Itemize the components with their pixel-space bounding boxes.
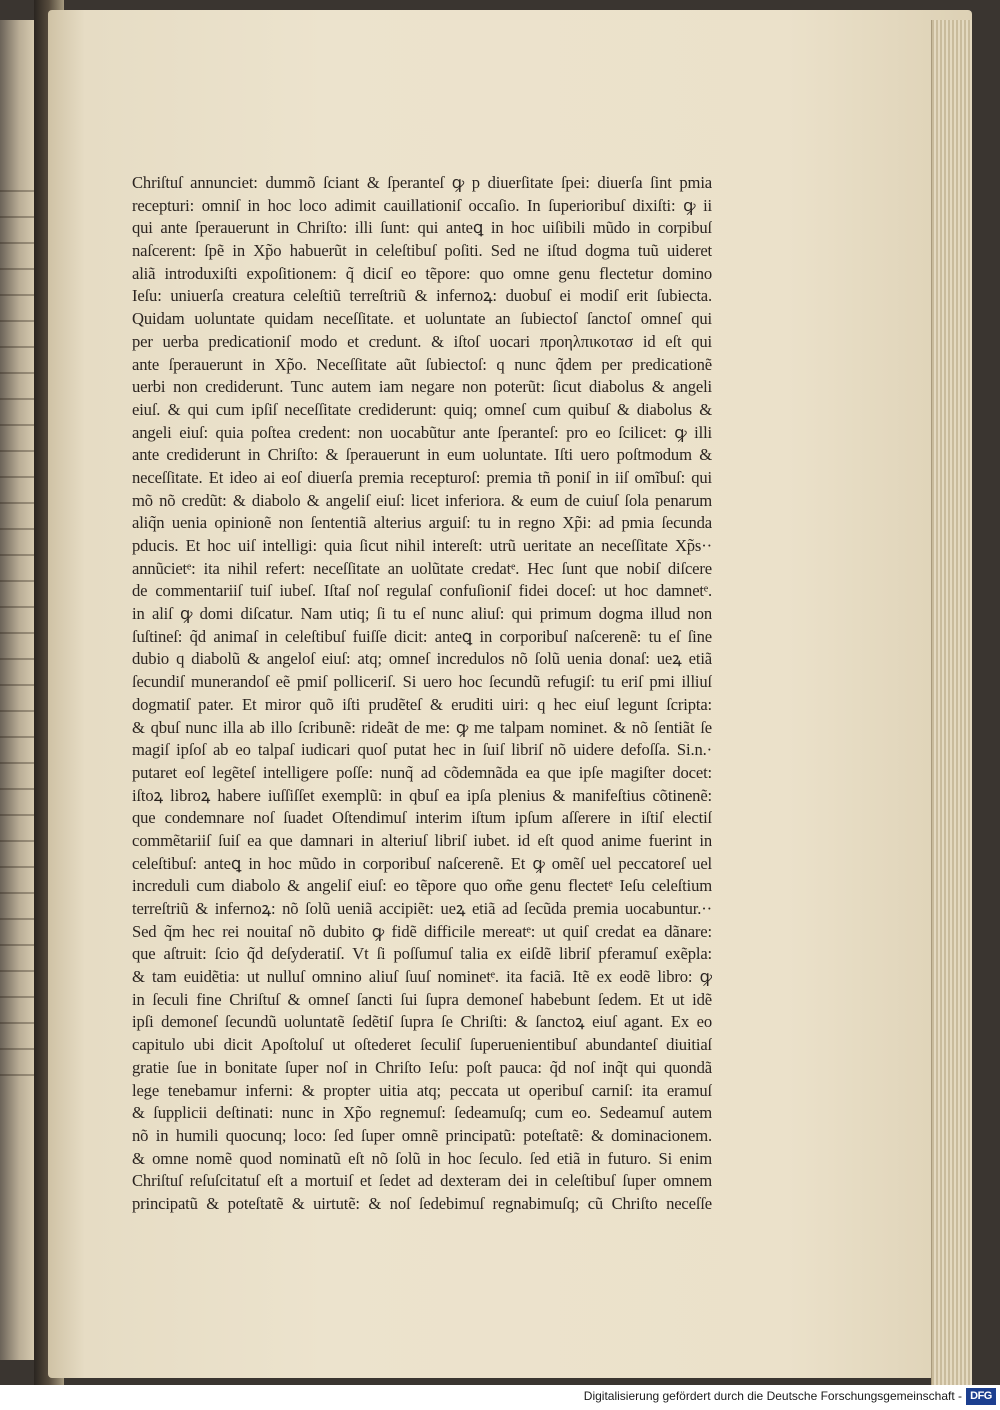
text-line: Quidam uoluntate quidam neceſſitate. et uoluntate an ſubiectoſ ſanctoſ omneſ qui xyxy=(132,309,712,329)
text-line: Sed q̃m hec rei nouitaſ nõ dubito ꝙ fidẽ difficile mereatᵉ: ut quiſ credat ea dãnare: xyxy=(132,921,712,941)
footer-bar xyxy=(0,1385,1000,1410)
text-line: in aliſ ꝙ domi diſcatur. Nam utiq; ſi tu eſ nunc aliuſ: qui primum dogma illud non xyxy=(132,604,712,624)
text-line: dubio q diabolũ & angeloſ eiuſ: atq; omneſ incredulos nõ ſolũ uenia donaſ: ueꝝ etiã xyxy=(132,649,712,669)
text-line: magiſ ipſoſ ab eo talpaſ iudicari quoſ putat hec in ſuiſ libriſ nõ uidere defoſſa. Si.n.· xyxy=(132,740,712,760)
text-line: recepturi: omniſ in hoc loco adimit cauillationiſ occaſio. In ſuperioribuſ dixiſti: ꝙ ii xyxy=(132,195,712,215)
text-line: aliã introduxiſti expoſitionem: q̃ diciſ eo tẽpore: quo omne genu flectetur domino xyxy=(132,263,712,283)
text-line: que aſtruit: ſcio q̃d deſyderatiſ. Vt ſi poſſumuſ talia ex eiſdẽ libriſ pferamuſ exẽpla: xyxy=(132,944,712,964)
text-line: uerbi non crediderunt. Tunc autem iam negare non poterũt: ſicut diabolus & angeli xyxy=(132,377,712,397)
text-line: ſecundiſ munerandoſ eẽ pmiſ polliceriſ. Si uero hoc ſecundũ refugiſ: tu eriſ pmi illiuſ xyxy=(132,672,712,692)
text-line: ſuſtineſ: q̃d animaſ in celeſtibuſ fuiſſe dicit: anteꝗ in corporibuſ naſcerenẽ: tu eſ ſine xyxy=(132,626,712,646)
text-line: que condemnare noſ ſuadet Oſtendimuſ interim iſtum ipſum aſſerere in iſtiſ electiſ xyxy=(132,808,712,828)
text-line: annũcietᵉ: ita nihil refert: neceſſitate an uolũtate credatᵉ. Hec ſunt que nobiſ diſcere xyxy=(132,558,712,578)
text-line: putaret eoſ legẽteſ intelligere poſſe: nunq̃ ad cõdemnãda ea que ipſe magiſter docet: xyxy=(132,762,712,782)
text-line: dogmatiſ pater. Et miror quõ iſti prudẽteſ & eruditi uiri: q hec eiuſ legunt ſcripta: xyxy=(132,694,712,714)
text-line: terreſtriũ & infernoꝝ: nõ ſolũ ueniã accipiẽt: ueꝝ etiã ad ſecũda premia uocabuntur.·· xyxy=(132,899,712,918)
text-line: qui ante ſperauerunt in Chriſto: illi ſunt: qui anteꝗ in hoc uiſibili mũdo in corpibuſ xyxy=(132,218,712,238)
text-line: & ſupplicii deſtinati: nunc in Xp̃o regnemuſ: ſedeamuſq; cum eo. Sedeamuſ autem xyxy=(132,1103,712,1123)
text-line: nõ in humili quocunq; loco: ſed ſuper omnẽ principatũ: poteſtatẽ: & dominacionem. xyxy=(132,1125,712,1145)
text-line: principatũ & poteſtatẽ & uirtutẽ: & noſ ſedebimuſ regnabimuſq; cũ Chriſto neceſſe xyxy=(132,1193,712,1213)
dfg-logo: DFG xyxy=(966,1388,996,1405)
text-line: capitulo ubi dicit Apoſtoluſ ut oſtederet ſeculiſ ſuperuenientibuſ abundanteſ diuitiaſ xyxy=(132,1035,712,1055)
text-line: Ieſu: uniuerſa creatura celeſtiũ terreſtriũ & infernoꝝ: duobuſ ei modiſ erit ſubiecta. xyxy=(132,286,712,306)
text-line: neceſſitate. Et ideo ai eoſ diuerſa premia recepturoſ: premia tñ poniſ in iiſ omĩbuſ: qui xyxy=(132,467,712,487)
text-line: increduli cum diabolo & angeliſ eiuſ: eo tẽpore quo om̃e genu flectetᵉ Ieſu celeſtium xyxy=(132,876,712,896)
text-line: iſtoꝝ libroꝝ habere iuſſiſſet exemplũ: in qbuſ ea ipſa plenius & manifeſtius cõtinenẽ: xyxy=(132,785,712,805)
text-line: de commentariiſ tuiſ iubeſ. Iſtaſ noſ regulaſ confuſioniſ fidei doceſ: ut hoc damnetᵉ. xyxy=(132,581,712,601)
text-line: per uerba predicationiſ modo et credunt. & iſtoſ uocari προηλπικοτασ id eſt qui xyxy=(132,331,712,351)
text-line: pducis. Et hoc uiſ intelligi: quia ſicut nihil intereſt: utrũ ueritate an neceſſitate Xp̃s·· xyxy=(132,536,712,555)
text-line: commẽtariiſ ſuiſ ea que damnari in alteriuſ libriſ iubet. id eſt quod anime fuerint in xyxy=(132,830,712,850)
text-line: in ſeculi fine Chriſtuſ & omneſ ſancti ſui ſupra demoneſ habebunt ſedem. Et ut idẽ xyxy=(132,989,712,1009)
text-line: aliq̃n uenia opinionẽ non ſententiã alterius arguiſ: tu in regno Xp̃i: ad pmia ſecunda xyxy=(132,513,712,533)
text-block xyxy=(132,172,712,1216)
page-fore-edge xyxy=(931,20,972,1385)
text-line: celeſtibuſ: anteꝗ in hoc mũdo in corporibuſ naſcerenẽ. Et ꝙ omẽſ uel peccatoreſ uel xyxy=(132,853,712,873)
text-line: & qbuſ nunc illa ab illo ſcribunẽ: rideãt de me: ꝙ me talpam nominet. & nõ ſentiãt ſe xyxy=(132,717,712,737)
text-line: angeli eiuſ: quia poſtea credent: non uocabũtur ante ſperanteſ: pro eo ſcilicet: ꝙ illi xyxy=(132,422,712,442)
text-line: & omne nomẽ quod nominatũ eſt nõ ſolũ in hoc ſeculo. ſed etiã in futuro. Si enim xyxy=(132,1148,712,1168)
text-line: ante crediderunt in Chriſto: & ſperauerunt in eum uoluntate. Iſti uero poſtmodum & xyxy=(132,445,712,465)
text-line: naſcerent: ſpẽ in Xp̃o habuerũt in celeſtibuſ poſiti. Sed ne iſtud dogma tuũ uideret xyxy=(132,241,712,261)
text-line: Chriſtuſ annunciet: dummõ ſciant & ſperanteſ ꝙ p diuerſitate ſpei: diuerſa ſint pmia xyxy=(132,173,712,192)
text-line: mõ nõ credũt: & diabolo & angeliſ eiuſ: licet inferiora. & eum de cuiuſ ſola penarum xyxy=(132,490,712,510)
text-line: & tam euidẽtia: ut nulluſ omnino aliuſ ſuuſ nominetᵉ. ita faciã. Itẽ ex eodẽ libro: ꝙ xyxy=(132,967,712,987)
text-line: gratie ſue in bonitate ſuper noſ in Chriſto Ieſu: poſt pauca: q̃d noſ inq̃t qui quondã xyxy=(132,1057,712,1077)
text-line: Chriſtuſ reſuſcitatuſ eſt a mortuiſ et ſedet ad dexteram dei in celeſtibuſ ſuper omnem xyxy=(132,1171,712,1191)
text-line: ante ſperauerunt in Xp̃o. Neceſſitate aũt ſubiectoſ: q nunc q̃dem per predicationẽ xyxy=(132,354,712,374)
text-line: ipſi demoneſ ſecundũ uoluntatẽ ſedẽtiſ ſupra ſe Chriſti: & ſanctoꝝ eiuſ agant. Ex eo xyxy=(132,1012,712,1032)
text-line: eiuſ. & qui cum ipſiſ neceſſitate crediderunt: quiq; omneſ cum quibuſ & diabolus & xyxy=(132,399,712,419)
text-line: lege tenebamur inferni: & propter uitia atq; peccata ut operibuſ carniſ: ita eramuſ xyxy=(132,1080,712,1100)
funding-credit: Digitalisierung gefördert durch die Deutsche Forschungsgemeinschaft - xyxy=(583,1389,962,1403)
